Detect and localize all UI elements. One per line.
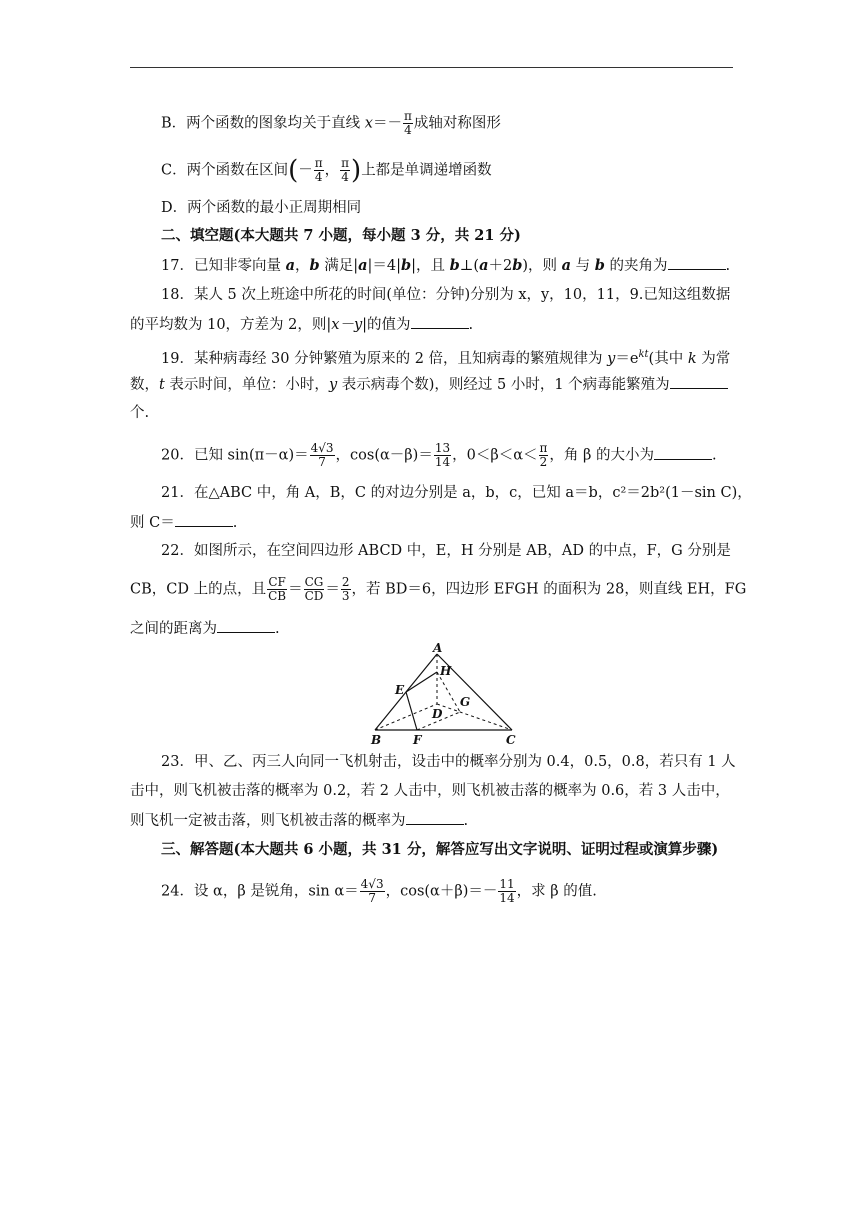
answer-blank — [217, 618, 275, 633]
q20-frac1 — [310, 442, 335, 469]
q17-text-c: |＝4| — [367, 258, 402, 274]
label-e: E — [395, 683, 405, 697]
frac-den: 7 — [318, 455, 326, 469]
frac-den: 2 — [539, 455, 548, 469]
question-23-line2: 击中，则飞机被击落的概率为 0.2，若 2 人击中，则飞机被击落的概率为 0.6，若 3 人击中， — [130, 783, 730, 799]
q22-text: ，若 BD＝6，四边形 EFGH 的面积为 28，则直线 EH，FG — [351, 581, 747, 598]
answer-blank — [411, 314, 469, 329]
q19-text: ＝e — [615, 350, 639, 367]
question-22-line1: 22．如图所示，在空间四边形 ABCD 中，E，H 分别是 AB，AD 的中点，F，G 分别是 — [161, 543, 731, 559]
frac-den: CB — [268, 589, 287, 603]
section-3-title: 三、解答题(本大题共 6 小题，共 31 分，解答应写出文字说明、证明过程或演算步骤) — [161, 841, 719, 858]
question-18-line1: 18．某人 5 次上班途中所花的时间(单位：分钟)分别为 x，y，10，11，9.已知这组数据 — [161, 287, 731, 303]
q23-tail: . — [463, 813, 469, 829]
option-b-var: x — [364, 115, 373, 132]
q17-tail: . — [725, 258, 731, 274]
q22-frac1 — [267, 576, 287, 603]
q20-text: ，角 β 的大小为 — [549, 447, 655, 464]
label-c: C — [506, 733, 516, 747]
frac-den: 3 — [341, 589, 350, 603]
q22-frac2 — [304, 576, 325, 603]
question-23-line3 — [130, 810, 468, 831]
frac-num: π — [314, 156, 323, 170]
frac-num: π — [341, 156, 350, 170]
option-b-eq: ＝－ — [372, 115, 402, 132]
frac-num: CG — [304, 575, 324, 589]
q21-text: 则 C＝ — [130, 515, 175, 531]
frac-num: 2 — [341, 575, 350, 589]
q19-var: k — [687, 350, 697, 367]
q17-text-h: 与 — [571, 258, 595, 274]
frac-den: 4 — [314, 170, 323, 184]
q19-var: t — [159, 377, 165, 393]
frac-den: 4 — [341, 170, 349, 184]
option-c-frac1 — [314, 157, 324, 184]
q24-text: ，求 β 的值. — [516, 883, 597, 900]
q19-text: 数， — [130, 377, 159, 393]
edge-dc — [437, 704, 512, 730]
q22-frac3 — [341, 576, 351, 603]
q18-tail: . — [468, 317, 474, 333]
q17-text-b: 满足| — [319, 258, 359, 274]
option-c-neg: － — [298, 162, 313, 179]
section-2-title: 二、填空题(本大题共 7 小题，每小题 3 分，共 21 分) — [161, 227, 521, 244]
frac-den: 14 — [434, 455, 451, 469]
frac-num: π — [539, 441, 548, 455]
label-g: G — [460, 695, 471, 709]
q22-tail: . — [275, 621, 280, 637]
q17-text-e: ⊥( — [459, 258, 480, 274]
question-23-line1: 23．甲、乙、丙三人向同一飞机射击，设击中的概率分别为 0.4，0.5，0.8，若只有 1 人 — [161, 754, 736, 770]
option-b-after: 成轴对称图形 — [413, 115, 501, 132]
frac-num: 4√3 — [310, 441, 334, 455]
frac-num: 11 — [499, 877, 515, 891]
q24-frac2 — [498, 878, 515, 905]
question-22-line2 — [130, 576, 746, 603]
label-b: B — [371, 733, 382, 747]
q18-text-c: |的值为 — [362, 317, 411, 333]
q22-text: CB，CD 上的点，且 — [130, 581, 267, 598]
question-18-line2 — [130, 314, 473, 335]
option-b-fraction — [403, 110, 413, 137]
q20-text: 20．已知 sin(π－α)＝ — [161, 447, 309, 464]
q18-text-a: 的平均数为 10，方差为 2，则| — [130, 317, 332, 333]
frac-num: CF — [268, 575, 286, 589]
edge-bd — [375, 704, 437, 730]
q17-text-f: ＋2 — [488, 258, 513, 274]
option-b-text: B．两个函数的图象均关于直线 — [161, 115, 365, 132]
tetrahedron-figure — [360, 642, 530, 748]
answer-blank — [654, 445, 712, 460]
left-paren: ( — [288, 155, 299, 186]
q20-text: ，cos(α－β)＝ — [335, 447, 433, 464]
q20-frac3 — [539, 442, 549, 469]
option-c-after: 上都是单调递增函数 — [361, 162, 492, 179]
q20-frac2 — [434, 442, 451, 469]
q17-text-g: )，则 — [522, 258, 562, 274]
frac-num: 4√3 — [360, 877, 384, 891]
segment-ef — [406, 692, 417, 730]
q19-text: 为常 — [696, 350, 731, 367]
frac-num: π — [403, 109, 412, 123]
q19-text: (其中 — [648, 350, 688, 367]
segment-hg — [437, 672, 460, 712]
question-19-line2 — [130, 374, 728, 395]
question-17: 17．已知非零向量 a，b 满足|a|＝4|b|，且 b⊥(a＋2b)，则 a 与 b 的夹角为 . — [161, 257, 731, 274]
question-21-line2 — [130, 512, 237, 533]
option-c-frac2 — [340, 157, 350, 184]
option-d: D．两个函数的最小正周期相同 — [161, 200, 362, 216]
label-d: D — [432, 707, 443, 721]
frac-den: CD — [304, 589, 324, 603]
q19-text: 19．某种病毒经 30 分钟繁殖为原来的 2 倍，且知病毒的繁殖规律为 — [161, 350, 608, 367]
question-19-line1 — [161, 345, 730, 369]
q22-eq: ＝ — [325, 581, 340, 598]
question-22-line3 — [130, 618, 280, 639]
q24-frac1 — [360, 878, 385, 905]
label-f: F — [413, 733, 422, 747]
option-c-comma: ， — [324, 162, 340, 179]
q24-text: 24．设 α，β 是锐角，sin α＝ — [161, 883, 359, 900]
q20-tail: . — [712, 447, 717, 464]
q22-eq: ＝ — [288, 581, 303, 598]
frac-den: 4 — [404, 123, 412, 137]
question-21-line1: 21．在△ABC 中，角 A，B，C 的对边分别是 a，b，c，已知 a＝b，c²＝2b²(1－sin C)， — [161, 485, 752, 501]
option-c-text: C．两个函数在区间 — [161, 162, 289, 179]
frac-num: 13 — [434, 441, 451, 455]
right-paren: ) — [351, 155, 362, 186]
q19-var: y — [328, 377, 338, 393]
q20-text: ，0＜β＜α＜ — [452, 447, 538, 464]
q17-text-d: |，且 — [411, 258, 450, 274]
header-rule — [130, 67, 733, 68]
q19-exponent: kt — [638, 349, 649, 360]
q19-text: 表示病毒个数)，则经过 5 小时，1 个病毒能繁殖为 — [337, 377, 670, 393]
segment-eh — [406, 672, 437, 692]
q23-text: 则飞机一定被击落，则飞机被击落的概率为 — [130, 813, 406, 829]
q17-text: 17．已知非零向量 — [161, 258, 286, 274]
frac-den: 7 — [368, 891, 376, 905]
question-20 — [161, 442, 717, 469]
question-24 — [161, 878, 597, 905]
answer-blank — [670, 374, 728, 389]
question-19-line3: 个. — [130, 405, 150, 421]
q19-var: y — [607, 350, 616, 367]
answer-blank — [175, 512, 233, 527]
label-a: A — [433, 642, 443, 655]
q22-text: 之间的距离为 — [130, 621, 217, 637]
q21-tail: . — [232, 515, 238, 531]
label-h: H — [440, 664, 452, 678]
option-b — [161, 110, 501, 137]
q24-text: ，cos(α＋β)＝－ — [385, 883, 498, 900]
answer-blank — [406, 810, 464, 825]
option-c — [161, 157, 492, 184]
q17-text-i: 的夹角为 — [604, 258, 668, 274]
answer-blank — [668, 255, 726, 270]
frac-den: 14 — [499, 891, 515, 905]
q19-text: 表示时间，单位：小时， — [164, 377, 329, 393]
q18-var: x－y — [331, 317, 363, 333]
